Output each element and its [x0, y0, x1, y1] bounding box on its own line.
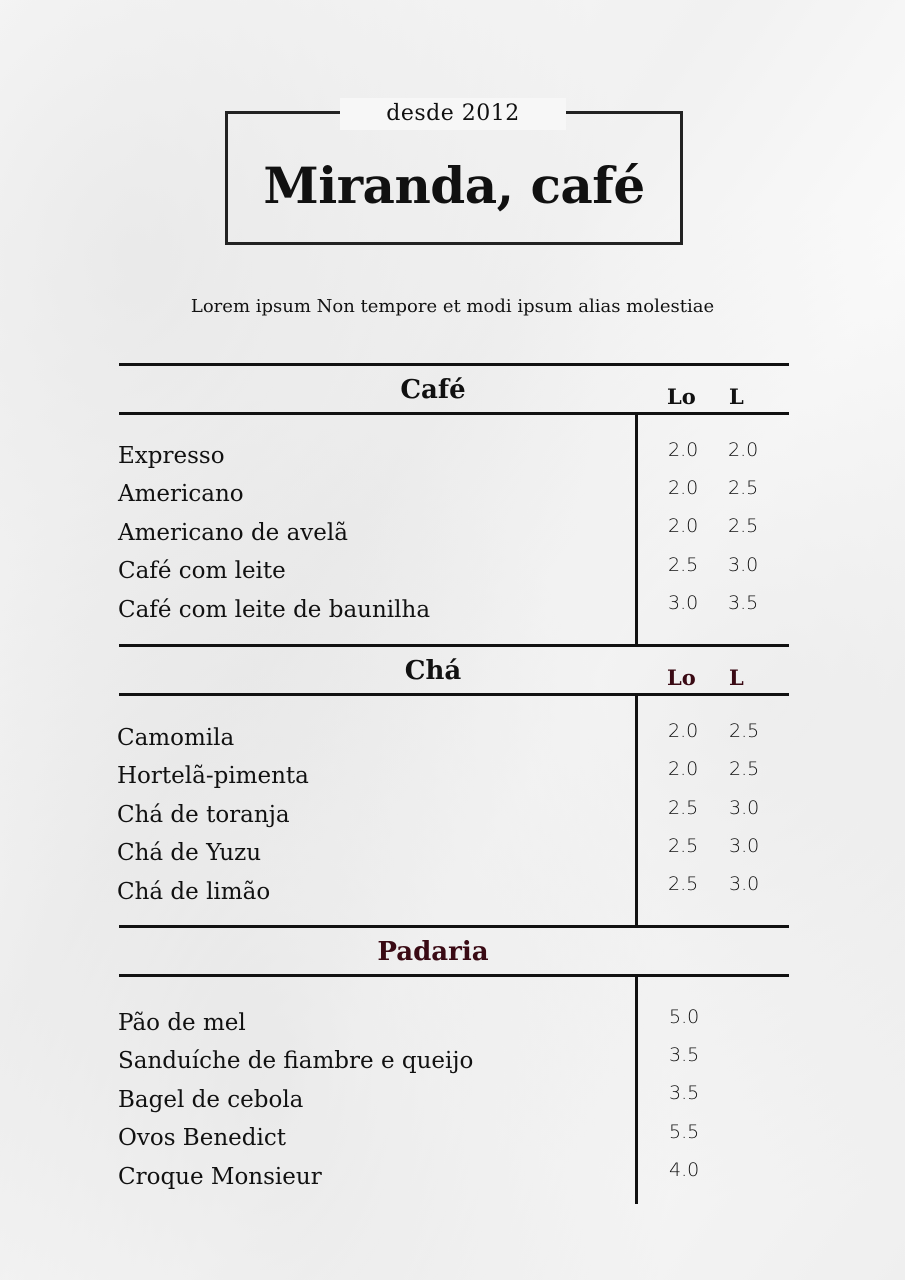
price: 3.5 [669, 1082, 700, 1104]
section-title-padaria: Padaria [377, 937, 489, 967]
price-lo: 2.0 [668, 720, 699, 742]
price-lo: 3.0 [668, 592, 699, 614]
menu-item: Camomila [117, 725, 235, 751]
price-lo: 2.0 [668, 439, 699, 461]
price-lo: 2.5 [668, 554, 699, 576]
cafe-title: Miranda, café [263, 156, 645, 215]
menu-item: Ovos Benedict [118, 1125, 286, 1151]
size-label-lo: Lo [667, 384, 696, 409]
price-lo: 2.5 [668, 797, 699, 819]
menu-item: Café com leite [118, 558, 286, 584]
divider [119, 693, 789, 696]
section-title-cha: Chá [404, 656, 462, 686]
menu-item: Chá de toranja [117, 802, 290, 828]
price: 5.0 [669, 1006, 700, 1028]
price-lo: 2.0 [668, 477, 699, 499]
menu-item: Sanduíche de fiambre e queijo [118, 1048, 474, 1074]
price-l: 2.5 [728, 477, 759, 499]
price-l: 2.0 [728, 439, 759, 461]
price-column-divider [635, 414, 638, 644]
price-column-divider [635, 695, 638, 925]
price-l: 2.5 [728, 515, 759, 537]
price-l: 3.0 [729, 835, 760, 857]
size-label-lo: Lo [667, 665, 696, 690]
price-column-divider [635, 976, 638, 1204]
price-l: 3.0 [729, 873, 760, 895]
price: 3.5 [669, 1044, 700, 1066]
menu-item: Bagel de cebola [118, 1087, 304, 1113]
divider [119, 363, 789, 366]
price-lo: 2.0 [668, 515, 699, 537]
menu-item: Pão de mel [118, 1010, 246, 1036]
divider [119, 925, 789, 928]
section-title-cafe: Café [400, 375, 466, 405]
price-lo: 2.0 [668, 758, 699, 780]
menu-item: Café com leite de baunilha [118, 597, 431, 623]
price-l: 2.5 [729, 758, 760, 780]
price-lo: 2.5 [668, 873, 699, 895]
price: 4.0 [669, 1159, 700, 1181]
price-lo: 2.5 [668, 835, 699, 857]
menu-item: Croque Monsieur [118, 1164, 322, 1190]
size-label-l: L [729, 384, 744, 409]
size-label-l: L [729, 665, 744, 690]
price-l: 3.5 [728, 592, 759, 614]
menu-item: Hortelã-pimenta [117, 763, 309, 789]
menu-item: Americano [118, 481, 244, 507]
menu-item: Chá de Yuzu [117, 840, 262, 866]
menu-item: Expresso [118, 443, 225, 469]
price-l: 2.5 [729, 720, 760, 742]
divider [119, 412, 789, 415]
divider [119, 974, 789, 977]
price-l: 3.0 [728, 554, 759, 576]
menu-item: Chá de limão [117, 879, 271, 905]
price-l: 3.0 [729, 797, 760, 819]
divider [119, 644, 789, 647]
price: 5.5 [669, 1121, 700, 1143]
since-label: desde 2012 [340, 98, 566, 130]
menu-item: Americano de avelã [118, 520, 348, 546]
tagline: Lorem ipsum Non tempore et modi ipsum alias molestiae [190, 296, 715, 317]
